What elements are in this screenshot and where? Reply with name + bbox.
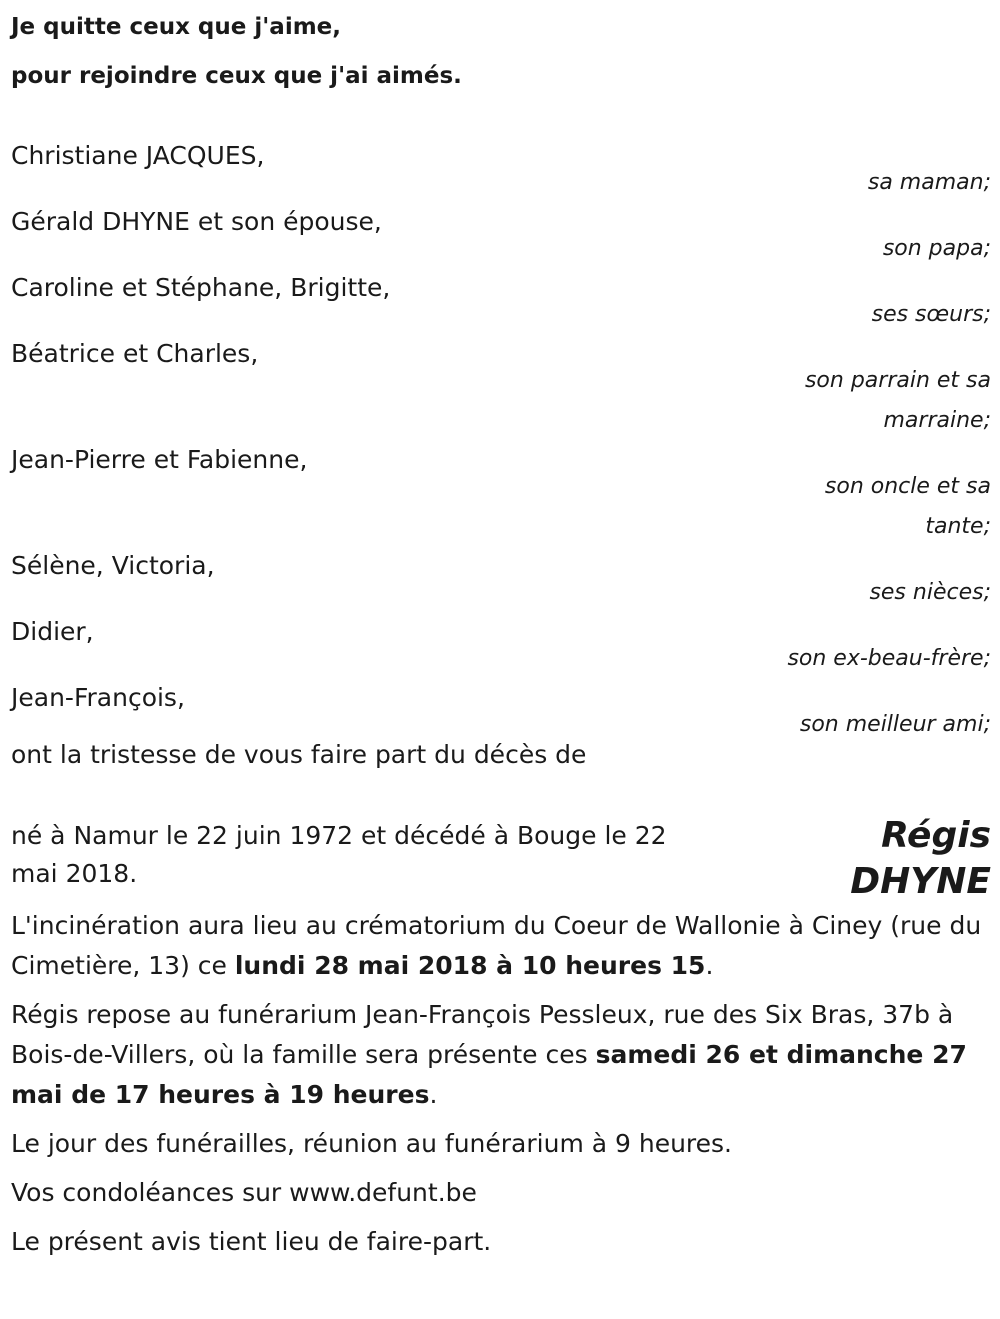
birth-death-text: né à Namur le 22 juin 1972 et décédé à Bouge le 22 mai 2018.	[11, 821, 667, 888]
condolences-paragraph: Vos condoléances sur www.defunt.be	[11, 1178, 477, 1207]
family-member-name: Jean-Pierre et Fabienne,	[11, 445, 308, 474]
announcement-text: ont la tristesse de vous faire part du décès de	[11, 740, 587, 769]
notice-paragraph: Le présent avis tient lieu de faire-part.	[11, 1227, 492, 1256]
epigraph-line-2: pour rejoindre ceux que j'ai aimés.	[11, 63, 462, 89]
family-member-role: ses sœurs;	[871, 302, 991, 327]
family-entry	[11, 206, 991, 269]
family-entry	[11, 550, 991, 613]
deceased-last-name: DHYNE	[850, 861, 991, 902]
family-member-name: Sélène, Victoria,	[11, 551, 215, 580]
deceased-name	[850, 813, 991, 905]
cremation-end: .	[705, 951, 714, 980]
visitation-paragraph	[11, 995, 991, 1115]
details-section	[11, 906, 991, 1271]
family-member-name: Jean-François,	[11, 683, 185, 712]
family-member-name: Gérald DHYNE et son épouse,	[11, 207, 382, 236]
deceased-first-name: Régis	[881, 815, 991, 856]
family-member-role: son meilleur ami;	[799, 712, 991, 737]
family-member-role: son papa;	[882, 236, 991, 261]
epigraph-line-1: Je quitte ceux que j'aime,	[11, 14, 342, 40]
family-member-name: Didier,	[11, 617, 94, 646]
family-list	[11, 137, 991, 747]
family-member-role: ses nièces;	[869, 580, 991, 605]
family-member-role: son oncle et sa tante;	[824, 474, 991, 539]
family-entry	[11, 272, 991, 335]
visitation-end: .	[429, 1080, 438, 1109]
family-entry	[11, 444, 991, 547]
cremation-date-time: lundi 28 mai 2018 à 10 heures 15	[234, 951, 706, 980]
visitation-text: Régis repose au funérarium Jean-François Pessleux, rue des Six Bras, 37b à Bois-de-Villers, où la famille sera présente ces	[11, 1000, 954, 1069]
family-entry	[11, 682, 991, 745]
family-member-name: Béatrice et Charles,	[11, 339, 259, 368]
family-entry	[11, 338, 991, 441]
family-member-role: son parrain et sa marraine;	[804, 368, 991, 433]
family-member-name: Caroline et Stéphane, Brigitte,	[11, 273, 391, 302]
funeral-meeting-paragraph: Le jour des funérailles, réunion au funérarium à 9 heures.	[11, 1129, 733, 1158]
family-member-role: sa maman;	[867, 170, 991, 195]
visitation-dates: samedi 26 et dimanche 27 mai de 17 heures à 19 heures	[11, 1040, 967, 1109]
family-entry	[11, 616, 991, 679]
family-entry	[11, 140, 991, 203]
cremation-paragraph	[11, 906, 991, 986]
family-member-name: Christiane JACQUES,	[11, 141, 265, 170]
cremation-text: L'incinération aura lieu au crématorium du Coeur de Wallonie à Ciney (rue du Cimetière, 13) ce	[11, 911, 982, 980]
family-member-role: son ex-beau-frère;	[787, 646, 991, 671]
